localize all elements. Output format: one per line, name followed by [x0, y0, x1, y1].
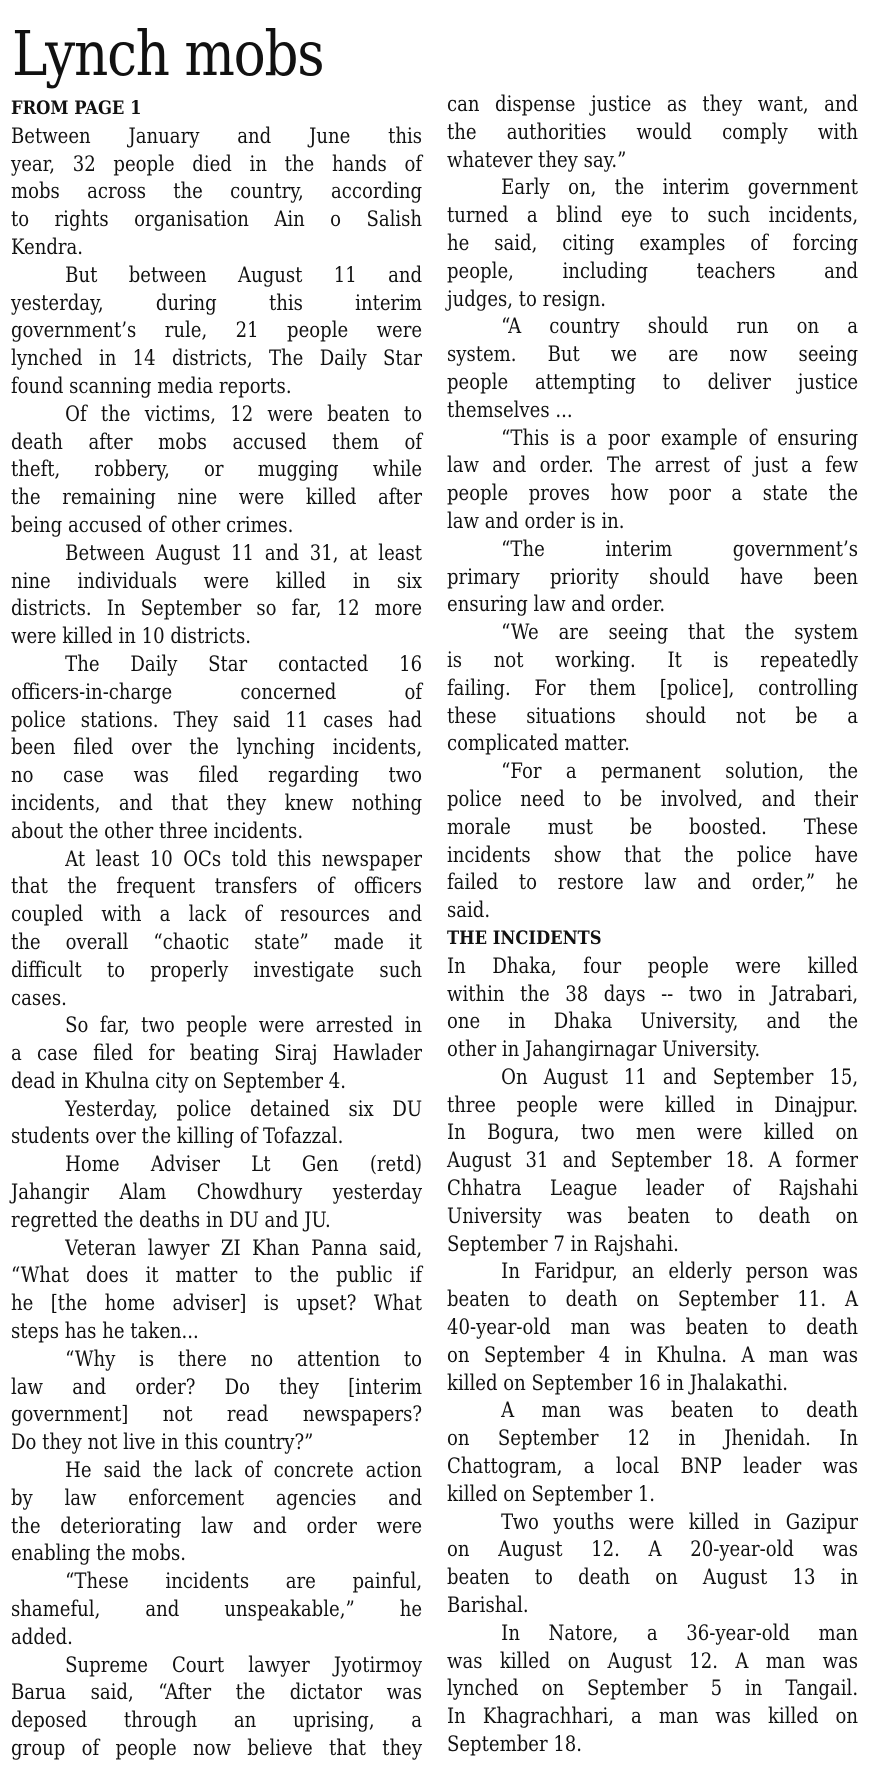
line-text: government] not read newspapers?: [11, 1402, 423, 1427]
article-text-line: [11, 290, 422, 318]
line-text: cases.: [11, 985, 67, 1010]
line-text: Between August 11 and 31, at least: [65, 540, 423, 565]
line-text: on September 4 in Khulna. A man was: [447, 1342, 859, 1367]
article-text-line: [447, 1397, 858, 1425]
article-text-line: [447, 1231, 858, 1259]
line-text: incidents, and that they knew nothing: [11, 790, 423, 815]
right-column: [447, 91, 858, 1759]
article-text-line: [447, 564, 858, 592]
article-text-line: [447, 619, 858, 647]
article-text-line: [11, 1096, 422, 1124]
line-text: Chattogram, a local BNP leader was: [447, 1454, 859, 1479]
line-text: to rights organisation Ain o Salish: [11, 207, 423, 232]
line-text: no case was filed regarding two: [11, 763, 423, 788]
line-text: “We are seeing that the system: [501, 620, 859, 645]
article-text-line: [11, 1068, 422, 1096]
line-text: lynched on September 5 in Tangail.: [447, 1676, 859, 1701]
line-text: August 31 and September 18. A former: [447, 1148, 859, 1173]
article-text-line: [11, 151, 422, 179]
article-text-line: [447, 953, 858, 981]
line-text: Veteran lawyer ZI Khan Panna said,: [65, 1235, 423, 1260]
article-text-line: [447, 119, 858, 147]
line-text: deposed through an uprising, a: [11, 1708, 423, 1733]
line-text: judges, to resign.: [447, 286, 606, 311]
article-text-line: [11, 1429, 422, 1457]
line-text: on August 12. A 20-year-old was: [447, 1537, 859, 1562]
article-text-line: [11, 512, 422, 540]
line-text: the deteriorating law and order were: [11, 1513, 423, 1538]
article-text-line: [447, 1620, 858, 1648]
line-text: whatever they say.”: [447, 147, 627, 172]
article-text-line: [11, 1624, 422, 1652]
line-text: is not working. It is repeatedly: [447, 647, 859, 672]
article-text-line: [11, 873, 422, 901]
article-text-line: [11, 901, 422, 929]
line-text: steps has he taken...: [11, 1319, 199, 1344]
line-text: people proves how poor a state the: [447, 481, 859, 506]
line-text: on September 12 in Jhenidah. In: [447, 1426, 859, 1451]
article-text-line: [447, 369, 858, 397]
article-text-line: [447, 1286, 858, 1314]
article-text-line: [11, 1540, 422, 1568]
line-text: So far, two people were arrested in: [65, 1013, 423, 1038]
line-text: September 7 in Rajshahi.: [447, 1231, 679, 1256]
line-text: nine individuals were killed in six: [11, 568, 423, 593]
line-text: killed on September 16 in Jhalakathi.: [447, 1370, 788, 1395]
article-text-line: [11, 957, 422, 985]
line-text: three people were killed in Dinajpur.: [447, 1092, 859, 1117]
article-text-line: [11, 762, 422, 790]
line-text: He said the lack of concrete action: [65, 1458, 423, 1483]
line-text: “For a permanent solution, the: [501, 759, 859, 784]
line-text: system. But we are now seeing: [447, 342, 859, 367]
article-text-line: [447, 1147, 858, 1175]
line-text: Chhatra League leader of Rajshahi: [447, 1176, 859, 1201]
line-text: law and order is in.: [447, 508, 625, 533]
line-text: incidents show that the police have: [447, 842, 859, 867]
article-text-line: [11, 707, 422, 735]
subheading-text: FROM PAGE 1: [11, 97, 142, 119]
line-text: people, including teachers and: [447, 258, 859, 283]
line-text: police stations. They said 11 cases had: [11, 707, 423, 732]
article-text-line: [11, 651, 422, 679]
line-text: Jahangir Alam Chowdhury yesterday: [11, 1180, 423, 1205]
line-text: At least 10 OCs told this newspaper: [65, 846, 423, 871]
article-text-line: [11, 790, 422, 818]
article-text-line: [447, 842, 858, 870]
line-text: Early on, the interim government: [501, 175, 859, 200]
line-text: were killed in 10 districts.: [11, 624, 251, 649]
subheading-text: THE INCIDENTS: [447, 926, 602, 949]
article-text-line: [447, 286, 858, 314]
article-text-line: [447, 508, 858, 536]
article-text-line: [11, 623, 422, 651]
line-text: Barua said, “After the dictator was: [11, 1680, 423, 1705]
article-text-line: [447, 1370, 858, 1398]
article-text-line: [11, 123, 422, 151]
article-text-line: [11, 1735, 422, 1763]
line-text: these situations should not be a: [447, 703, 859, 728]
line-text: complicated matter.: [447, 731, 630, 756]
line-text: Do they not live in this country?”: [11, 1430, 314, 1455]
line-text: other in Jahangirnagar University.: [447, 1037, 761, 1062]
article-text-line: [11, 401, 422, 429]
line-text: failed to restore law and order,” he: [447, 870, 859, 895]
line-text: lynched in 14 districts, The Daily Star: [11, 346, 423, 371]
article-text-line: [11, 1262, 422, 1290]
article-text-line: [11, 456, 422, 484]
article-text-line: [447, 147, 858, 175]
article-text-line: [11, 568, 422, 596]
article-text-line: [447, 1648, 858, 1676]
line-text: the authorities would comply with: [447, 119, 859, 144]
line-text: “The interim government’s: [501, 536, 859, 561]
article-text-line: [447, 397, 858, 425]
line-text: the remaining nine were killed after: [11, 485, 423, 510]
line-text: been filed over the lynching incidents,: [11, 735, 423, 760]
article-text-line: [11, 373, 422, 401]
article-text-line: [447, 174, 858, 202]
line-text: In Natore, a 36-year-old man: [501, 1620, 859, 1645]
line-text: law and order. The arrest of just a few: [447, 453, 859, 478]
line-text: The Daily Star contacted 16: [65, 651, 423, 676]
article-text-line: [11, 1568, 422, 1596]
line-text: one in Dhaka University, and the: [447, 1009, 859, 1034]
article-text-line: [447, 981, 858, 1009]
line-text: districts. In September so far, 12 more: [11, 596, 423, 621]
article-text-line: [447, 1314, 858, 1342]
line-text: was killed on August 12. A man was: [447, 1648, 859, 1673]
article-text-line: [447, 480, 858, 508]
line-text: failing. For them [police], controlling: [447, 675, 859, 700]
article-text-line: [447, 897, 858, 925]
article-text-line: [11, 317, 422, 345]
article-text-line: [11, 262, 422, 290]
line-text: said.: [447, 898, 491, 923]
line-text: primary priority should have been: [447, 564, 859, 589]
article-text-line: [447, 869, 858, 897]
line-text: Barishal.: [447, 1593, 529, 1618]
article-text-line: [11, 1513, 422, 1541]
line-text: killed on September 1.: [447, 1481, 656, 1506]
article-text-line: [11, 1290, 422, 1318]
article-text-line: [447, 1675, 858, 1703]
article-text-line: [447, 1592, 858, 1620]
line-text: law and order? Do they [interim: [11, 1374, 423, 1399]
article-text-line: [447, 1536, 858, 1564]
line-text: officers-in-charge concerned of: [11, 679, 423, 704]
line-text: can dispense justice as they want, and: [447, 92, 859, 116]
article-text-line: [11, 1179, 422, 1207]
article-text-line: [447, 786, 858, 814]
article-text-line: [11, 1485, 422, 1513]
line-text: September 18.: [447, 1732, 583, 1757]
article-text-line: [447, 341, 858, 369]
article-text-line: [447, 675, 858, 703]
line-text: “Why is there no attention to: [65, 1346, 423, 1371]
article-text-line: [11, 345, 422, 373]
line-text: theft, robbery, or mugging while: [11, 457, 423, 482]
line-text: police need to be involved, and their: [447, 786, 859, 811]
article-text-line: [11, 206, 422, 234]
line-text: difficult to properly investigate such: [11, 957, 423, 982]
line-text: year, 32 people died in the hands of: [11, 151, 423, 176]
line-text: group of people now believe that they: [11, 1736, 423, 1761]
section-subheading: [447, 925, 858, 953]
line-text: students over the killing of Tofazzal.: [11, 1124, 344, 1149]
left-column: [11, 95, 422, 1763]
article-text-line: [11, 1401, 422, 1429]
article-text-line: [447, 1453, 858, 1481]
article-text-line: [447, 1064, 858, 1092]
article-text-line: [447, 1425, 858, 1453]
article-text-line: [447, 258, 858, 286]
line-text: “These incidents are painful,: [65, 1569, 423, 1594]
article-text-line: [447, 591, 858, 619]
article-text-line: [11, 540, 422, 568]
article-text-line: [11, 1652, 422, 1680]
article-text-line: [11, 1207, 422, 1235]
article-text-line: [447, 230, 858, 258]
line-text: Kendra.: [11, 234, 84, 259]
article-text-line: [447, 1008, 858, 1036]
line-text: the overall “chaotic state” made it: [11, 929, 423, 954]
article-text-line: [447, 647, 858, 675]
line-text: ensuring law and order.: [447, 592, 666, 617]
line-text: by law enforcement agencies and: [11, 1485, 423, 1510]
article-headline: Lynch mobs: [12, 17, 324, 90]
line-text: enabling the mobs.: [11, 1541, 187, 1566]
article-text-line: [447, 814, 858, 842]
line-text: a case filed for beating Siraj Hawlader: [11, 1041, 423, 1066]
article-text-line: [11, 1123, 422, 1151]
article-text-line: [447, 730, 858, 758]
line-text: Between January and June this: [11, 123, 423, 148]
line-text: within the 38 days -- two in Jatrabari,: [447, 981, 859, 1006]
article-text-line: [447, 313, 858, 341]
article-text-line: [447, 1092, 858, 1120]
article-text-line: [11, 1596, 422, 1624]
line-text: In Khagrachhari, a man was killed on: [447, 1704, 859, 1729]
line-text: government’s rule, 21 people were: [11, 318, 423, 343]
article-text-line: [11, 178, 422, 206]
article-text-line: [11, 1679, 422, 1707]
line-text: A man was beaten to death: [501, 1398, 859, 1423]
article-text-line: [447, 1731, 858, 1759]
article-text-line: [11, 1707, 422, 1735]
article-text-line: [447, 1175, 858, 1203]
line-text: shameful, and unspeakable,” he: [11, 1597, 423, 1622]
article-text-line: [11, 1346, 422, 1374]
article-text-line: [447, 1258, 858, 1286]
article-text-line: [11, 1012, 422, 1040]
article-text-line: [11, 846, 422, 874]
line-text: Two youths were killed in Gazipur: [501, 1509, 859, 1534]
line-text: turned a blind eye to such incidents,: [447, 203, 859, 228]
line-text: But between August 11 and: [65, 262, 423, 287]
article-text-line: [447, 1203, 858, 1231]
article-text-line: [447, 1342, 858, 1370]
line-text: In Dhaka, four people were killed: [447, 953, 859, 978]
line-text: Of the victims, 12 were beaten to: [65, 401, 423, 426]
line-text: coupled with a lack of resources and: [11, 902, 423, 927]
line-text: beaten to death on September 11. A: [447, 1287, 859, 1312]
line-text: Yesterday, police detained six DU: [65, 1096, 423, 1121]
line-text: On August 11 and September 15,: [501, 1064, 859, 1089]
article-text-line: [11, 595, 422, 623]
article-text-line: [11, 734, 422, 762]
line-text: death after mobs accused them of: [11, 429, 423, 454]
article-text-line: [11, 1457, 422, 1485]
line-text: being accused of other crimes.: [11, 512, 294, 537]
line-text: added.: [11, 1624, 73, 1649]
article-text-line: [11, 484, 422, 512]
line-text: mobs across the country, according: [11, 179, 423, 204]
article-text-line: [447, 536, 858, 564]
article-text-line: [447, 758, 858, 786]
line-text: “What does it matter to the public if: [11, 1263, 423, 1288]
line-text: he [the home adviser] is upset? What: [11, 1291, 423, 1316]
section-subheading: [11, 95, 422, 123]
article-text-line: [447, 1036, 858, 1064]
line-text: yesterday, during this interim: [11, 290, 423, 315]
article-text-line: [447, 1564, 858, 1592]
line-text: Supreme Court lawyer Jyotirmoy: [65, 1652, 423, 1677]
article-text-line: [447, 425, 858, 453]
line-text: dead in Khulna city on September 4.: [11, 1068, 347, 1093]
line-text: that the frequent transfers of officers: [11, 874, 423, 899]
article-text-line: [447, 1481, 858, 1509]
article-text-line: [11, 679, 422, 707]
line-text: “A country should run on a: [501, 314, 859, 339]
article-text-line: [447, 452, 858, 480]
line-text: about the other three incidents.: [11, 818, 304, 843]
line-text: In Bogura, two men were killed on: [447, 1120, 859, 1145]
article-text-line: [11, 1040, 422, 1068]
article-text-line: [11, 929, 422, 957]
line-text: University was beaten to death on: [447, 1203, 859, 1228]
article-text-line: [11, 985, 422, 1013]
line-text: found scanning media reports.: [11, 373, 292, 398]
article-text-line: [447, 1119, 858, 1147]
article-text-line: [11, 1318, 422, 1346]
article-text-line: [11, 429, 422, 457]
article-text-line: [11, 1235, 422, 1263]
article-text-line: [11, 1151, 422, 1179]
article-text-line: [11, 234, 422, 262]
line-text: he said, citing examples of forcing: [447, 230, 859, 255]
line-text: beaten to death on August 13 in: [447, 1565, 859, 1590]
article-text-line: [11, 818, 422, 846]
line-text: Home Adviser Lt Gen (retd): [65, 1152, 423, 1177]
line-text: 40-year-old man was beaten to death: [447, 1315, 859, 1340]
article-text-line: [11, 1374, 422, 1402]
line-text: “This is a poor example of ensuring: [501, 425, 859, 450]
line-text: morale must be boosted. These: [447, 814, 859, 839]
article-text-line: [447, 1509, 858, 1537]
line-text: people attempting to deliver justice: [447, 369, 859, 394]
article-text-line: [447, 202, 858, 230]
article-text-line: [447, 91, 858, 119]
line-text: themselves ...: [447, 397, 573, 422]
article-text-line: [447, 703, 858, 731]
line-text: In Faridpur, an elderly person was: [501, 1259, 859, 1284]
line-text: regretted the deaths in DU and JU.: [11, 1207, 331, 1232]
article-text-line: [447, 1703, 858, 1731]
